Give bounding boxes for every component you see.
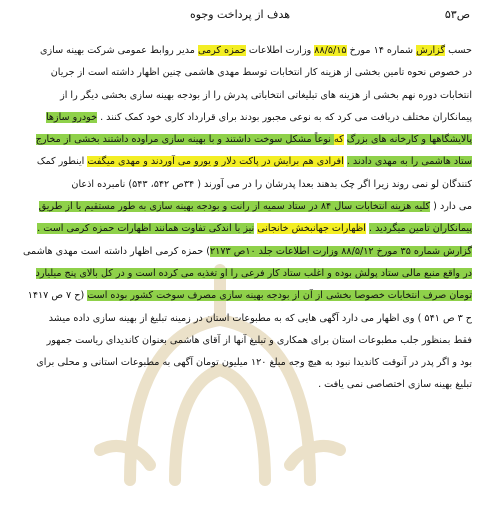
text-segment: وزارت اطلاعات: [245, 45, 315, 56]
text-line: [6, 285, 472, 307]
text-segment: پیمانکاران مختلف دریافت می کرد که به نوعی مجبور بودند برای قرارداد کاری خود کمک کنند .: [97, 111, 472, 123]
text-line: [6, 263, 472, 285]
page-title: هدف از پرداخت وجوه: [189, 8, 291, 21]
highlighted-text: حمزه کرمی: [198, 45, 246, 56]
text-line: [6, 374, 472, 396]
text-segment: می دارد (: [430, 201, 472, 213]
text-line: [6, 107, 472, 129]
document-body: [6, 40, 472, 397]
text-line: [6, 308, 472, 330]
highlighted-text: گزارش شماره ۳۵ مورخ ۸۸/۵/۱۲ وزارت اطلاعات جلد ۱۰ص ۲۱۷۳: [210, 245, 472, 257]
highlighted-text: گزارش: [416, 45, 446, 56]
text-segment: حسب: [445, 45, 472, 56]
highlighted-text: ۸۸/۵/۱۵: [314, 45, 347, 56]
highlighted-text: نیز با اندکی تفاوت همانند اظهارات حمزه کرمی است .: [37, 223, 255, 235]
text-line: [6, 330, 472, 352]
text-segment: (ح ۷ ص ۱۴۱۷: [27, 290, 88, 302]
highlighted-text: کلیه هزینه انتخابات سال ۸۴ در ستاد سمیه از رانت و بودجه بهینه سازی به طور مستقیم یا از طریق: [38, 201, 431, 213]
highlighted-text: در واقع منبع مالی ستاد پولش بوده و اغلب ستاد کار فرعی را او تغذیه می کرده است و در کل بالای پنج میلیارد: [35, 267, 472, 279]
highlighted-text: پیمانکاران تامین میگردید .: [368, 223, 472, 235]
text-segment: تبلیغ بهینه سازی اختصاصی نمی یافت .: [318, 379, 472, 391]
page-header: [0, 6, 480, 26]
text-segment: کنندگان لو نمی روند زیرا اگر چک بدهند بعدا پدرشان را در می آورند ( ۳۴ص ۵۴۲، ۵۴۳) نامبرده اذعان: [71, 178, 472, 190]
text-segment: ) حمزه کرمی اظهار داشته است مهدی هاشمی: [23, 245, 211, 257]
text-segment: شماره ۱۴ مورخ: [346, 45, 417, 56]
text-segment: فقط بمنظور جلب مطبوعات استان برای همکاری و تبلیغ آنها از آقای هاشمی بعنوان کاندیدای ریاست جمهور: [46, 334, 472, 346]
text-line: [6, 352, 472, 374]
highlighted-text: که: [334, 134, 344, 146]
text-line: [6, 218, 472, 240]
text-segment: در خصوص نحوه تامین بخشی از هزینه کار انتخابات توسط مهدی هاشمی چنین اظهار داشته است از جریان: [50, 67, 472, 79]
text-segment: بود و اگر پدر در آنوقت کاندیدا نبود به هیچ وجه مبلغ ۱۲۰ میلیون تومان آگهی به مطبوعات استانی و محلی برای: [36, 357, 472, 369]
text-line: [6, 241, 472, 263]
text-line: [6, 174, 472, 196]
text-segment: اینطور کمک: [36, 156, 88, 168]
text-segment: انتخابات دوره نهم بخشی از هزینه های تبلیغاتی انتخاباتی پدرش را از بودجه بهینه سازی بخشی دیگر را از: [60, 89, 472, 101]
text-segment: ح ۳ ص ۵۴۱ ) وی اظهار می دارد آگهی هایی که به مطبوعات استان در زمینه تبلیغ از بهینه سازی داده میشد: [48, 312, 472, 324]
text-line: [6, 151, 472, 173]
text-line: [6, 62, 472, 84]
highlighted-text: نوعاً مشکل سوخت داشتند و با بهینه سازی مراوده داشتند بخشی از مخارج: [35, 134, 334, 146]
highlighted-text: ستاد هاشمی را به مهدی دادند .: [346, 156, 472, 168]
text-line: [6, 129, 472, 151]
highlighted-text: تومان صرف انتخابات خصوصا بخشی از آن از بودجه بهینه سازی مصرف سوخت کشور بوده است: [87, 290, 472, 302]
highlighted-text: پالایشگاهها و کارخانه های بزرگ: [346, 134, 472, 146]
text-line: [6, 85, 472, 107]
text-line: [6, 196, 472, 218]
text-line: [6, 40, 472, 62]
page-number: ص۵۳: [444, 8, 470, 21]
highlighted-text: خودرو سازها: [45, 111, 98, 123]
text-segment: مدیر روابط عمومی شرکت بهینه سازی: [40, 45, 198, 56]
highlighted-text: اظهارات جهانبخش خانجانی: [257, 223, 366, 235]
highlighted-text: افرادی هم برایش در پاکت دلار و یورو می آوردند و مهدی میگفت: [87, 156, 344, 168]
